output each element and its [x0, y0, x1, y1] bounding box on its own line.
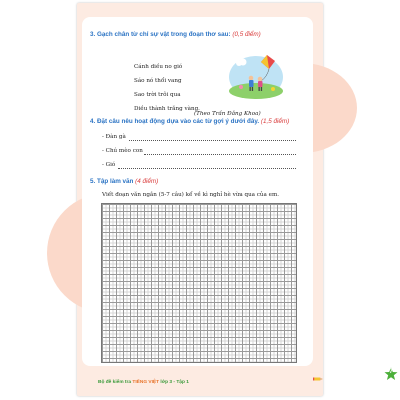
- section3-heading-text: 3. Gạch chân từ chỉ sự vật trong đoạn thơ sau:: [90, 31, 231, 38]
- page-number: 7: [389, 369, 393, 375]
- writing-prompt: Viết đoạn văn ngắn (5-7 câu) kể về kì nghỉ hè vừa qua của em.: [102, 192, 280, 198]
- poem-line: Sao trời trôi qua: [134, 92, 181, 98]
- section4-item: - Đàn gà: [102, 134, 126, 140]
- section5-points: (4 điểm): [135, 178, 159, 185]
- kite-illustration: [227, 51, 285, 99]
- section5-heading: [90, 178, 158, 185]
- section4-item: - Gió: [102, 162, 116, 168]
- poem-line: Diều thành trăng vàng.: [134, 106, 200, 112]
- section4-heading: [90, 118, 289, 125]
- poem-line: Cánh diều no gió: [134, 64, 183, 70]
- page-number-badge: [384, 367, 398, 381]
- poem-line: Sáo nó thổi vang: [134, 78, 182, 84]
- footer: [98, 380, 189, 385]
- answer-line[interactable]: [118, 168, 296, 169]
- footer-accent: TIẾNG VIỆT: [132, 380, 160, 385]
- worksheet-page: [77, 3, 393, 396]
- content-card: [82, 17, 313, 366]
- section4-item: - Chú mèo con: [102, 148, 143, 154]
- section4-heading-text: 4. Đặt câu nêu hoạt động dựa vào các từ gợi ý dưới đây.: [90, 118, 260, 125]
- section5-heading-text: 5. Tập làm văn: [90, 178, 134, 185]
- answer-line[interactable]: [144, 154, 296, 155]
- section3-heading: [90, 31, 261, 38]
- section4-points: (1,5 điểm): [260, 118, 290, 125]
- poem: [134, 60, 200, 116]
- footer-text-before: Bộ đề kiểm tra: [98, 380, 132, 385]
- poem-author: (Theo Trần Đăng Khoa): [194, 111, 261, 117]
- section3-points: (0,5 điểm): [232, 31, 261, 38]
- pencil-icon: [313, 376, 323, 382]
- writing-grid[interactable]: [101, 203, 297, 363]
- answer-line[interactable]: [129, 140, 296, 141]
- footer-text-after: lớp 3 - Tập 1: [160, 380, 189, 385]
